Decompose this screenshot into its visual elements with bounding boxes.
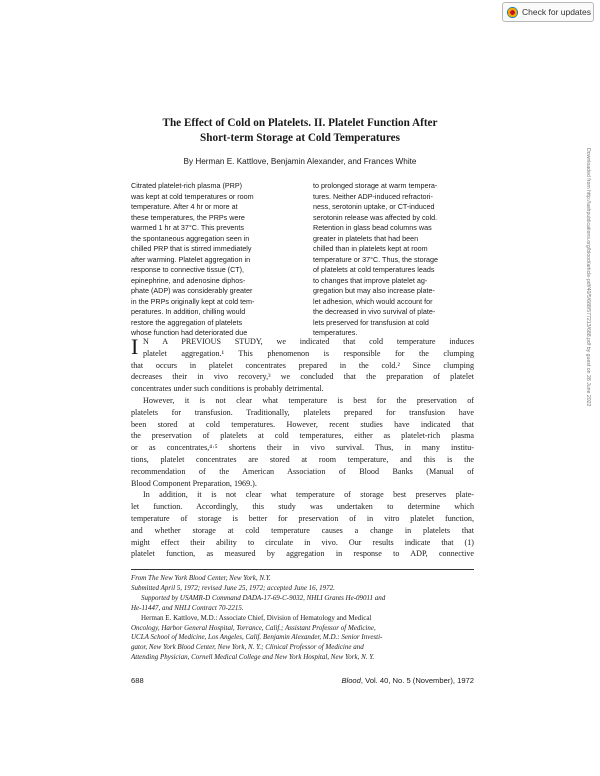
abstract-left-column — [131, 181, 292, 339]
footnote-submitted: Submitted April 5, 1972; revised June 25, 1972; accepted June 16, 1972. — [131, 583, 335, 592]
abstract-line: Citrated platelet-rich plasma (PRP) — [131, 181, 243, 190]
abstract-line: the decreased in vivo survival of plate- — [313, 307, 436, 316]
abstract-line: chilled PRP that is stirred immediately — [131, 244, 252, 253]
abstract-line: these temperatures, the PRPs were — [131, 212, 245, 222]
journal-name: Blood — [341, 676, 361, 685]
title-line-2: Short-term Storage at Cold Temperatures — [200, 132, 400, 144]
body-line: Blood Component Preparation, 1969.). — [131, 478, 257, 488]
abstract-line: Retention in glass bead columns was — [313, 223, 432, 232]
abstract-line: whose function had deteriorated due — [131, 328, 248, 337]
body-line: recommendation of the American Association of Blood Banks (Manual of — [131, 466, 474, 476]
body-line: might effect their ability to circulate in vivo. Our results indicate that (1) — [131, 537, 474, 547]
footnote-supported: Supported by USAMR-D Command DADA-17-69-C-9032, NHLI Grants He-09011 and — [141, 593, 386, 602]
footnote-affiliation: Herman E. Kattlove, M.D.: Associate Chief, Division of Hematology and Medical — [141, 613, 372, 622]
abstract-line: ness, serotonin uptake, or CT-induced — [313, 202, 435, 211]
body-text — [131, 336, 474, 560]
body-line: that occurs in platelet concentrates prepared in the cold.² Since clumping — [131, 360, 474, 370]
abstract-line: lets preserved for transfusion at cold — [313, 317, 429, 327]
footnote-divider — [131, 569, 474, 570]
abstract-line: greater in platelets that had been — [313, 233, 419, 243]
abstract-line: after warming. Platelet aggregation in — [131, 254, 251, 264]
check-for-updates-label: Check for updates — [522, 7, 591, 17]
abstract-line: gregation but may also increase plate- — [313, 286, 435, 295]
body-line: or as concentrates,⁴·⁵ shortens their in vivo survival. Thus, in many institu- — [131, 443, 474, 453]
footnote-affiliation: Attending Physician, Cornell Medical College and New York Hospital, New York, N. Y. — [131, 653, 375, 662]
abstract-line: was kept at cold temperatures or room — [131, 191, 254, 201]
title-line-1: The Effect of Cold on Platelets. II. Platelet Function After — [162, 117, 438, 129]
journal-citation — [341, 676, 474, 685]
body-line: N A PREVIOUS STUDY, we indicated that cold temperature induces — [143, 337, 474, 346]
abstract-line: serotonin release was affected by cold. — [313, 212, 438, 222]
abstract-line: temperature. After 4 hr or more at — [131, 202, 238, 211]
footnote-affiliation: gator, New York Blood Center, New York, N. Y.; Clinical Professor of Medicine and — [131, 643, 364, 652]
abstract-line: to prolonged storage at warm tempera- — [313, 181, 438, 190]
page-footer — [131, 676, 474, 688]
body-line: platelets for transfusion. Traditionally, platelets prepared for transfusion have — [131, 407, 474, 417]
body-line: platelet aggregation.¹ This phenomenon is responsible for the clumping — [143, 348, 474, 358]
body-line: let function. Accordingly, this study was undertaken to determine which — [131, 502, 474, 512]
download-watermark: Downloaded from http://ashpublications.org/blood/article-pdf/40/5/688/577213/688.pdf by guest on 28 June 2022 — [585, 148, 591, 407]
abstract-line: response to connective tissue (CT), — [131, 265, 245, 274]
body-line: tions, platelet concentrates are stored at room temperature, and this is the — [131, 454, 474, 464]
body-line: temperature of storage is better for preservation of in vitro platelet function, — [131, 513, 474, 523]
abstract-line: peratures. In addition, chilling would — [131, 307, 246, 316]
footnote-from: From The New York Blood Center, New York, N.Y. — [131, 574, 271, 582]
body-line: decreases their in vivo recovery,³ we concluded that the preparation of platelet — [131, 372, 474, 382]
footnotes — [131, 574, 474, 663]
abstract-line: chilled than in platelets kept at room — [313, 244, 428, 253]
footnote-affiliation: UCLA School of Medicine, Los Angeles, Calif. Benjamin Alexander, M.D.: Senior Investi- — [131, 633, 383, 642]
journal-volume: , Vol. 40, No. 5 (November), 1972 — [360, 676, 474, 685]
body-line: been stored at cold temperatures. However, recent studies have indicated that — [131, 419, 474, 429]
abstract-line: phate (ADP) was considerably greater — [131, 286, 253, 295]
body-line: concentrates under such conditions is probably detrimental. — [131, 384, 324, 394]
abstract-line: temperature or 37°C. Thus, the storage — [313, 254, 438, 264]
abstract-line: restore the aggregation of platelets — [131, 317, 243, 327]
page-number: 688 — [131, 676, 144, 685]
abstract-line: temperatures. — [313, 328, 358, 337]
body-line: platelet function, as measured by aggregation in response to ADP, connective — [131, 549, 474, 559]
abstract-line: in the PRPs originally kept at cold tem- — [131, 296, 255, 306]
article-title — [0, 116, 600, 146]
abstract-line: let adhesion, which would account for — [313, 296, 433, 306]
drop-cap: I — [131, 334, 139, 359]
check-for-updates-badge[interactable] — [502, 2, 594, 22]
crossmark-icon — [507, 7, 518, 18]
abstract-line: the spontaneous aggregation seen in — [131, 233, 250, 243]
abstract-line: epinephrine, and adenosine diphos- — [131, 275, 246, 285]
footnote-supported-cont: He-11447, and NHLI Contract 70-2215. — [131, 603, 244, 612]
footnote-affiliation: Oncology, Harbor General Hospital, Torrance, Calif.; Assistant Professor of Medicine, — [131, 623, 376, 632]
abstract-line: tures. Neither ADP-induced refractori- — [313, 191, 433, 201]
abstract-line: warmed 1 hr at 37°C. This prevents — [131, 223, 244, 232]
abstract-line: of platelets at cold temperatures leads — [313, 265, 435, 274]
abstract-line: to changes that improve platelet ag- — [313, 275, 428, 285]
body-line: the preservation of platelets at cold temperatures, either as platelet-rich plasma — [131, 431, 474, 441]
abstract-right-column — [313, 181, 474, 339]
author-line: By Herman E. Kattlove, Benjamin Alexander, and Frances White — [183, 157, 417, 166]
body-line: and whether storage at cold temperature causes a change in platelets that — [131, 525, 474, 535]
body-line: In addition, it is not clear what temperature of storage best preserves plate- — [143, 490, 474, 500]
body-line: However, it is not clear what temperature is best for the preservation of — [143, 395, 474, 405]
